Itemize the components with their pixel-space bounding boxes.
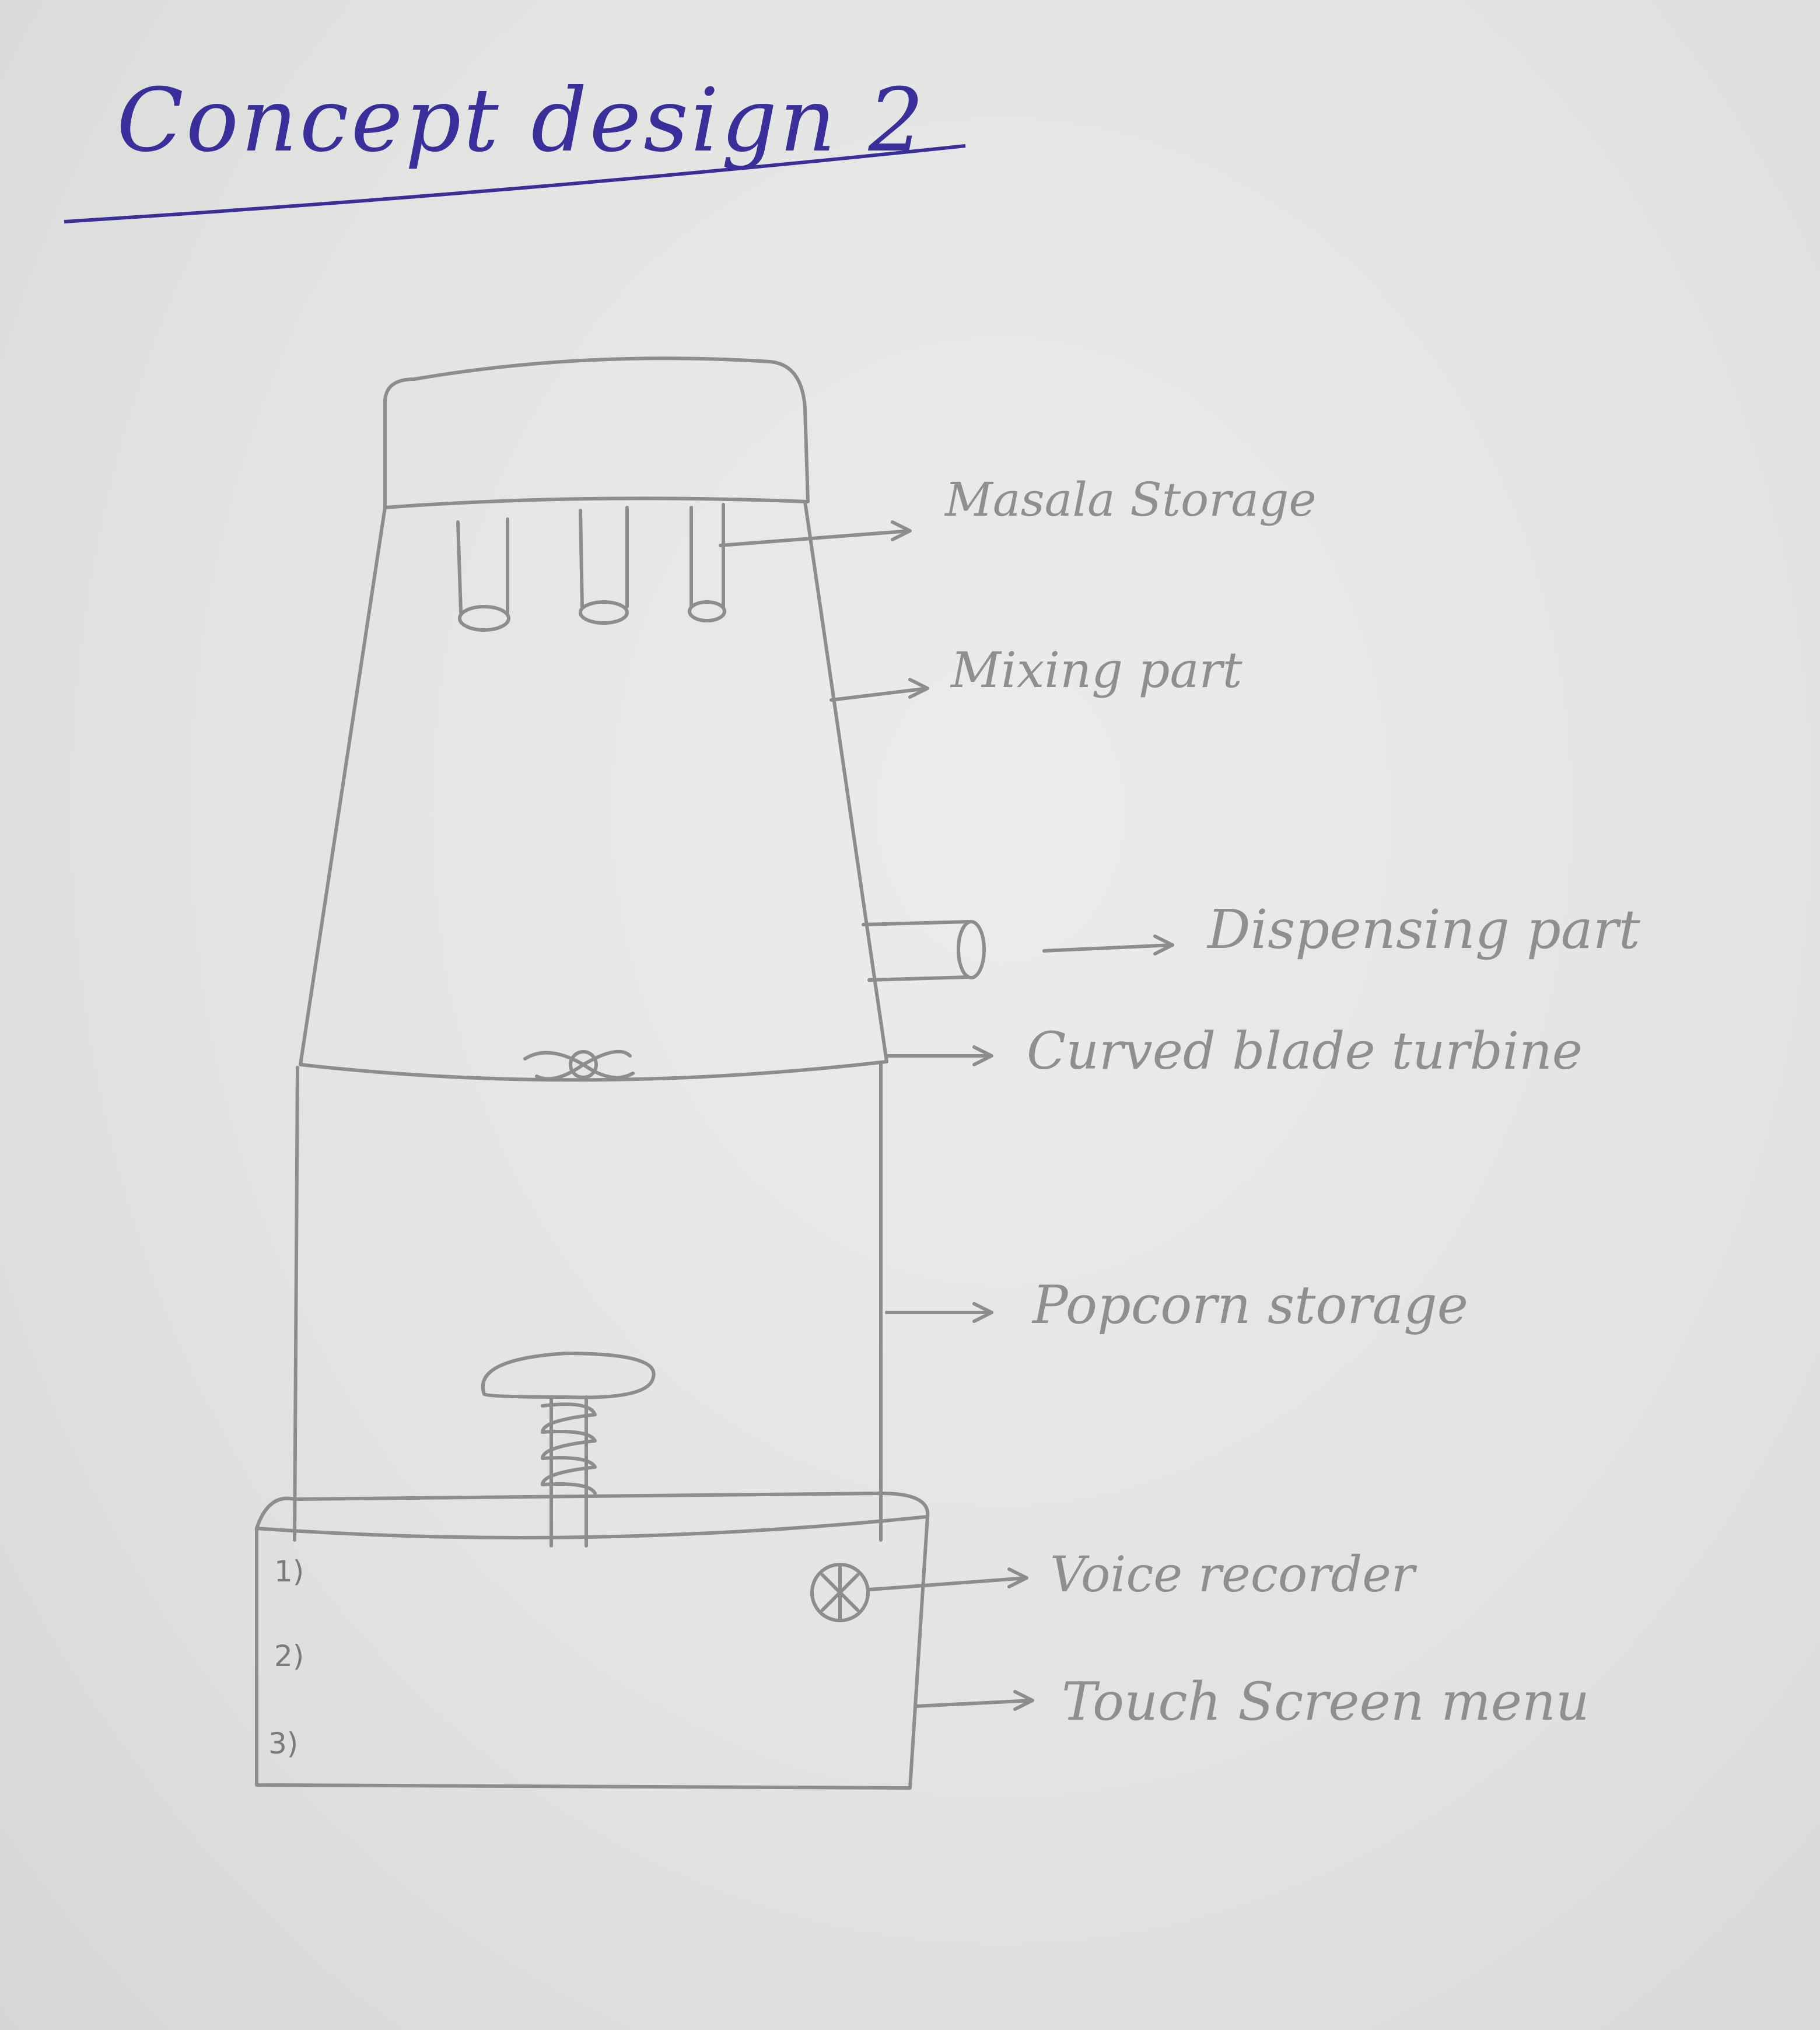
label-dispensing-part: Dispensing part xyxy=(1208,898,1640,961)
menu-item-3: 3) xyxy=(268,1727,299,1760)
title-underline xyxy=(64,146,965,222)
label-mixing-part: Mixing part xyxy=(951,642,1242,699)
label-voice-recorder: Voice recorder xyxy=(1050,1546,1415,1603)
menu-item-1: 1) xyxy=(274,1555,304,1588)
masala-storage-cap xyxy=(385,358,808,508)
voice-recorder-icon xyxy=(812,1564,868,1620)
piston-plate xyxy=(483,1353,654,1546)
label-masala-storage: Masala Storage xyxy=(945,473,1317,527)
label-curved-blade-turbine: Curved blade turbine xyxy=(1027,1021,1583,1081)
dispensing-pipe xyxy=(863,922,984,980)
mixing-chamber xyxy=(300,502,887,1065)
menu-item-2: 2) xyxy=(274,1639,304,1673)
turbine-icon xyxy=(525,1052,633,1079)
page-title: Concept design 2 xyxy=(117,70,926,172)
arrow xyxy=(720,522,1172,1709)
label-popcorn-storage: Popcorn storage xyxy=(1032,1275,1468,1336)
masala-tube xyxy=(458,505,724,630)
label-touch-screen-menu: Touch Screen menu xyxy=(1062,1671,1590,1732)
